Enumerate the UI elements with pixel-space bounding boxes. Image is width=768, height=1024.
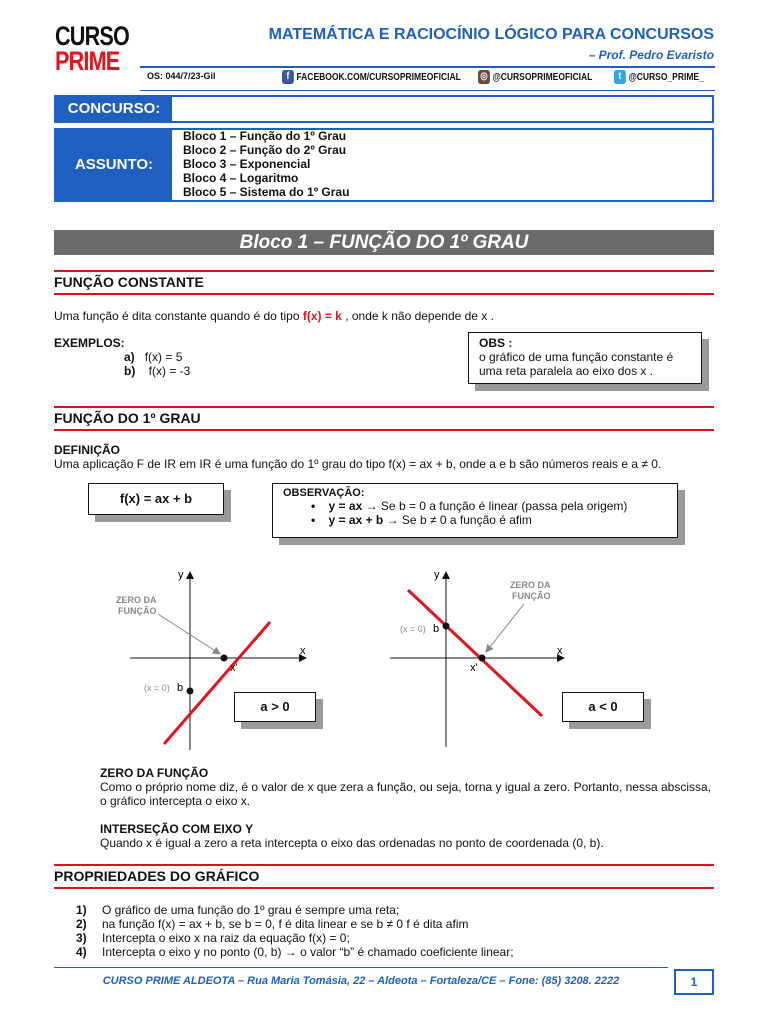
observacao-item: • y = ax → Se b = 0 a função é linear (passa pela origem) — [311, 499, 628, 513]
assunto-item: Bloco 5 – Sistema do 1º Grau — [183, 185, 350, 199]
xprime-label: x' — [470, 662, 478, 674]
graph-decreasing — [358, 562, 598, 752]
function-line — [408, 590, 542, 716]
zero-point — [479, 655, 486, 662]
assunto-list — [183, 129, 349, 199]
footer-divider — [54, 967, 668, 968]
zero-caption-1: ZERO DA — [510, 580, 551, 590]
zero-pointer — [158, 614, 220, 654]
assunto-item: Bloco 4 – Logaritmo — [183, 171, 299, 185]
assunto-item: Bloco 3 – Exponencial — [183, 157, 311, 171]
bloco1-banner: Bloco 1 – FUNÇÃO DO 1º GRAU — [54, 230, 714, 255]
zero-heading: ZERO DA FUNÇÃO — [100, 766, 209, 780]
observacao-box — [272, 483, 678, 538]
x-axis-label: x — [300, 645, 306, 657]
x0-label: (x = 0) — [144, 683, 170, 693]
intersecao-heading: INTERSEÇÃO COM EIXO Y — [100, 822, 254, 836]
xprime-label: x' — [230, 662, 238, 674]
examples-label: EXEMPLOS: — [54, 336, 125, 350]
section-heading: PROPRIEDADES DO GRÁFICO — [54, 868, 260, 884]
obs-text: o gráfico de uma função constante é uma reta paralela ao eixo dos x . — [479, 350, 674, 378]
page-title: MATEMÁTICA E RACIOCÍNIO LÓGICO PARA CONCURSOS — [268, 26, 714, 43]
x0-label: (x = 0) — [400, 624, 426, 634]
zero-caption-1: ZERO DA — [116, 595, 157, 605]
b-point — [187, 688, 194, 695]
constante-formula: f(x) = k — [302, 309, 342, 323]
instagram-label: @CURSOPRIMEOFICIAL — [492, 71, 593, 83]
professor-name: – Prof. Pedro Evaristo — [588, 48, 714, 62]
x-axis-label: x — [557, 645, 563, 657]
facebook-link[interactable] — [282, 70, 461, 84]
section-funcao-1grau — [54, 406, 714, 431]
assunto-label: ASSUNTO: — [56, 130, 172, 200]
instagram-link[interactable] — [478, 70, 592, 84]
definition-label: DEFINIÇÃO — [54, 443, 120, 457]
footer-address: CURSO PRIME ALDEOTA – Rua Maria Tomásia, 22 – Aldeota – Fortaleza/CE – Fone: (85) 3208. 2222 — [102, 975, 620, 987]
concurso-label: CONCURSO: — [56, 97, 172, 121]
list-item: 3) Intercepta o eixo x na raiz da equação f(x) = 0; — [76, 931, 350, 945]
graph-increasing — [100, 562, 340, 752]
observacao-item: • y = ax + b → Se b ≠ 0 a função é afim — [311, 513, 532, 527]
section-funcao-constante — [54, 270, 714, 295]
zero-point — [221, 655, 228, 662]
obs-title: OBS : — [479, 336, 513, 350]
example-a-label: a) — [124, 350, 135, 364]
observacao-title: OBSERVAÇÃO: — [283, 487, 365, 499]
observacao-eq: y = ax — [328, 499, 363, 513]
twitter-label: @CURSO_PRIME_ — [628, 71, 704, 83]
logo — [55, 21, 130, 76]
b-label: b — [433, 623, 440, 635]
b-label: b — [177, 682, 184, 694]
arrow-icon: → — [365, 499, 378, 513]
a-positive-box: a > 0 — [234, 692, 316, 722]
header-divider — [140, 66, 715, 68]
twitter-link[interactable] — [614, 70, 704, 84]
arrow-icon: → — [386, 513, 399, 527]
assunto-item: Bloco 1 – Função do 1º Grau — [183, 129, 347, 143]
facebook-label: FACEBOOK.COM/CURSOPRIMEOFICIAL — [296, 71, 461, 83]
section-propriedades — [54, 864, 714, 889]
constante-text-b: , onde k não depende de x . — [341, 309, 494, 323]
constante-text-a: Uma função é dita constante quando é do tipo — [54, 309, 303, 323]
constante-definition — [54, 309, 494, 323]
facebook-icon: f — [282, 70, 294, 84]
zero-pointer — [486, 604, 524, 652]
zero-caption-2: FUNÇÃO — [118, 606, 157, 616]
example-a-value: f(x) = 5 — [144, 350, 183, 364]
propriedades-list — [76, 903, 716, 959]
obs-box — [468, 332, 702, 384]
logo-prime: PRIME — [55, 45, 120, 76]
a-negative-box: a < 0 — [562, 692, 644, 722]
list-item: 2) na função f(x) = ax + b, se b = 0, f é dita linear e se b ≠ 0 f é dita afim — [76, 917, 469, 931]
example-b-value: f(x) = -3 — [148, 364, 191, 378]
example-a — [124, 350, 182, 364]
y-axis-label: y — [434, 569, 440, 581]
zero-text: Como o próprio nome diz, é o valor de x que zera a função, ou seja, torna y igual a zero. Portanto, nessa abscissa, o gráfico intercepta o eixo x. — [100, 780, 712, 808]
instagram-icon: ◎ — [478, 70, 490, 84]
section-heading: FUNÇÃO DO 1º GRAU — [54, 410, 201, 426]
observacao-eq: y = ax + b — [328, 513, 384, 527]
definition-text: Uma aplicação F de IR em IR é uma função do 1º grau do tipo f(x) = ax + b, onde a e b são números reais e a ≠ 0. — [54, 457, 662, 471]
section-heading: FUNÇÃO CONSTANTE — [54, 274, 204, 290]
example-b — [124, 364, 190, 378]
list-item: 1) O gráfico de uma função do 1º grau é sempre uma reta; — [76, 903, 400, 917]
os-code: OS: 044/7/23-Gil — [147, 71, 216, 81]
assunto-item: Bloco 2 – Função do 2º Grau — [183, 143, 347, 157]
zero-caption-2: FUNÇÃO — [512, 591, 551, 601]
intersecao-text: Quando x é igual a zero a reta intercepta o eixo das ordenadas no ponto de coordenada (0, b). — [100, 836, 604, 850]
observacao-text: Se b ≠ 0 a função é afim — [398, 513, 532, 527]
header-divider-2 — [140, 90, 715, 91]
twitter-icon: t — [614, 70, 626, 84]
formula-box: f(x) = ax + b — [88, 483, 224, 515]
example-b-label: b) — [124, 364, 136, 378]
logo-curso: CURSO — [55, 21, 130, 51]
b-point — [443, 623, 450, 630]
y-axis-label: y — [178, 569, 184, 581]
list-item: 4) Intercepta o eixo y no ponto (0, b) → o valor “b” é chamado coeficiente linear; — [76, 945, 514, 959]
page-number: 1 — [674, 969, 714, 995]
observacao-text: Se b = 0 a função é linear (passa pela origem) — [377, 499, 628, 513]
